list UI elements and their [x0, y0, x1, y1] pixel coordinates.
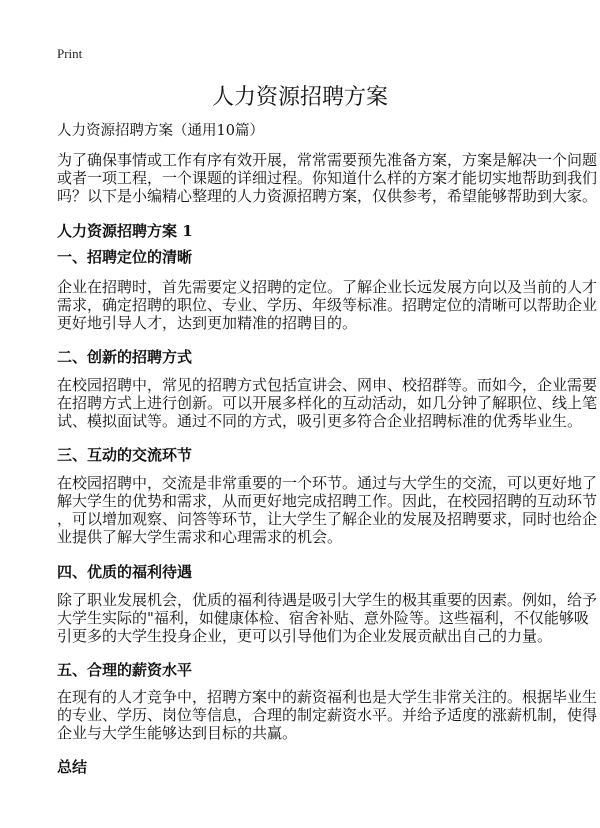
text-line: 的专业、学历、岗位等信息，合理的制定薪资水平。并给予适度的涨薪机制，使得	[57, 706, 598, 724]
section-heading: 四、优质的福利待遇	[57, 563, 193, 581]
section-paragraph	[57, 591, 598, 645]
text-line: 企业与大学生能够达到目标的共赢。	[57, 724, 298, 742]
text-line: 在现有的人才竞争中，招聘方案中的薪资福利也是大学生非常关注的。根据毕业生	[57, 688, 598, 706]
section-heading: 二、创新的招聘方式	[57, 348, 193, 366]
print-link[interactable]: Print	[57, 46, 83, 61]
text-line: 解大学生的优势和需求，从而更好地完成招聘工作。因此，在校园招聘的互动环节	[57, 492, 598, 510]
text-line: 在校园招聘中，交流是非常重要的一个环节。通过与大学生的交流，可以更好地了	[57, 474, 598, 492]
page-title: 人力资源招聘方案	[211, 85, 388, 110]
text-line: 吗？以下是小编精心整理的人力资源招聘方案，仅供参考，希望能够帮助到大家。	[57, 187, 598, 205]
text-line: 引更多的大学生投身企业，更可以引导他们为企业发展贡献出自己的力量。	[57, 627, 553, 645]
text-line: 企业在招聘时，首先需要定义招聘的定位。了解企业长远发展方向以及当前的人才	[57, 278, 598, 296]
section-paragraph	[57, 278, 598, 332]
text-line: 试、模拟面试等。通过不同的方式，吸引更多符合企业招聘标准的优秀毕业生。	[57, 412, 583, 430]
section-paragraph	[57, 688, 598, 742]
text-line: 需求，确定招聘的职位、专业、学历、年级等标准。招聘定位的清晰可以帮助企业	[57, 296, 598, 314]
text-line: 或者一项工程，一个课题的详细过程。你知道什么样的方案才能切实地帮助到我们	[57, 169, 598, 187]
text-line: 大学生实际的"福利，如健康体检、宿舍补贴、意外险等。这些福利，不仅能够吸	[57, 609, 589, 627]
text-line: 更好地引导人才，达到更加精准的招聘目的。	[57, 314, 358, 332]
text-line: 业提供了解大学生需求和心理需求的机会。	[57, 528, 343, 546]
document-subtitle: 人力资源招聘方案（通用10篇）	[57, 123, 264, 139]
section-paragraph	[57, 474, 598, 546]
section-heading: 五、合理的薪资水平	[57, 661, 193, 679]
intro-paragraph	[57, 151, 598, 205]
article-heading: 人力资源招聘方案 1	[57, 222, 193, 240]
text-line: ，可以增加观察、问答等环节，让大学生了解企业的发展及招聘要求，同时也给企	[57, 510, 598, 528]
section-heading: 一、招聘定位的清晰	[57, 248, 193, 266]
summary-heading: 总结	[57, 758, 88, 776]
section-heading: 三、互动的交流环节	[57, 446, 193, 464]
section-paragraph	[57, 376, 598, 430]
text-line: 在招聘方式上进行创新。可以开展多样化的互动活动，如几分钟了解职位、线上笔	[57, 394, 598, 412]
text-line: 为了确保事情或工作有序有效开展，常常需要预先准备方案，方案是解决一个问题	[57, 151, 598, 169]
text-line: 除了职业发展机会，优质的福利待遇是吸引大学生的极其重要的因素。例如，给予	[57, 591, 598, 609]
text-line: 在校园招聘中，常见的招聘方式包括宣讲会、网申、校招群等。而如今，企业需要	[57, 376, 598, 394]
